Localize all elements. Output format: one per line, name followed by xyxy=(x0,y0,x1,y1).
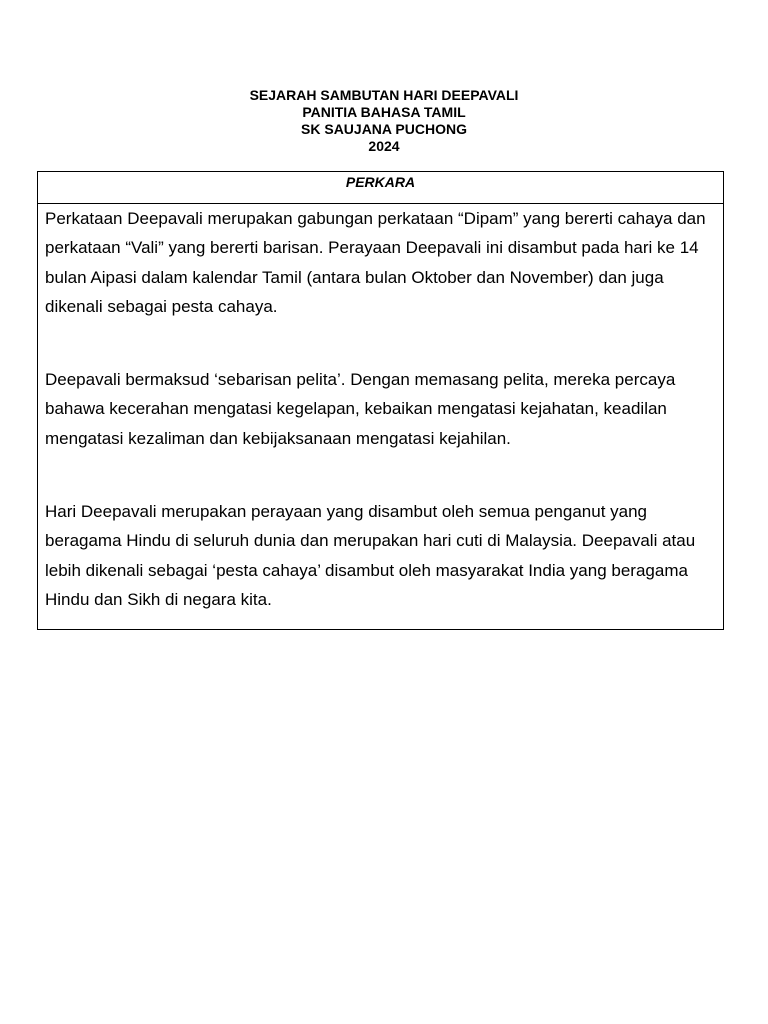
content-table xyxy=(37,171,724,630)
document-title: SEJARAH SAMBUTAN HARI DEEPAVALI xyxy=(249,87,519,103)
table-cell xyxy=(38,204,724,630)
document-header xyxy=(0,87,768,155)
paragraph-celebration: Hari Deepavali merupakan perayaan yang disambut oleh semua penganut yang beragama Hindu di seluruh dunia dan merupakan hari cuti di Malaysia. Deepavali atau lebih dikenali sebagai ‘pesta cahaya’ disambut oleh masyarakat India yang beragama Hindu dan Sikh di negara kita. xyxy=(45,502,696,609)
paragraph-origin: Perkataan Deepavali merupakan gabungan perkataan “Dipam” yang bererti cahaya dan perkataan “Vali” yang bererti barisan. Perayaan Deepavali ini disambut pada hari ke 14 bulan Aipasi dalam kalendar Tamil (antara bulan Oktober dan November) dan juga dikenali sebagai pesta cahaya. xyxy=(45,209,706,316)
paragraph-meaning: Deepavali bermaksud ‘sebarisan pelita’. Dengan memasang pelita, mereka percaya bahawa kecerahan mengatasi kegelapan, kebaikan mengatasi kejahatan, keadilan mengatasi kezaliman dan kebijaksanaan mengatasi kejahilan. xyxy=(45,370,676,448)
school-name: SK SAUJANA PUCHONG xyxy=(301,121,467,137)
document-year: 2024 xyxy=(368,138,400,154)
committee-name: PANITIA BAHASA TAMIL xyxy=(302,104,466,120)
column-header-perkara: PERKARA xyxy=(38,172,724,204)
table-header-row xyxy=(38,172,724,204)
table-row xyxy=(38,204,724,630)
